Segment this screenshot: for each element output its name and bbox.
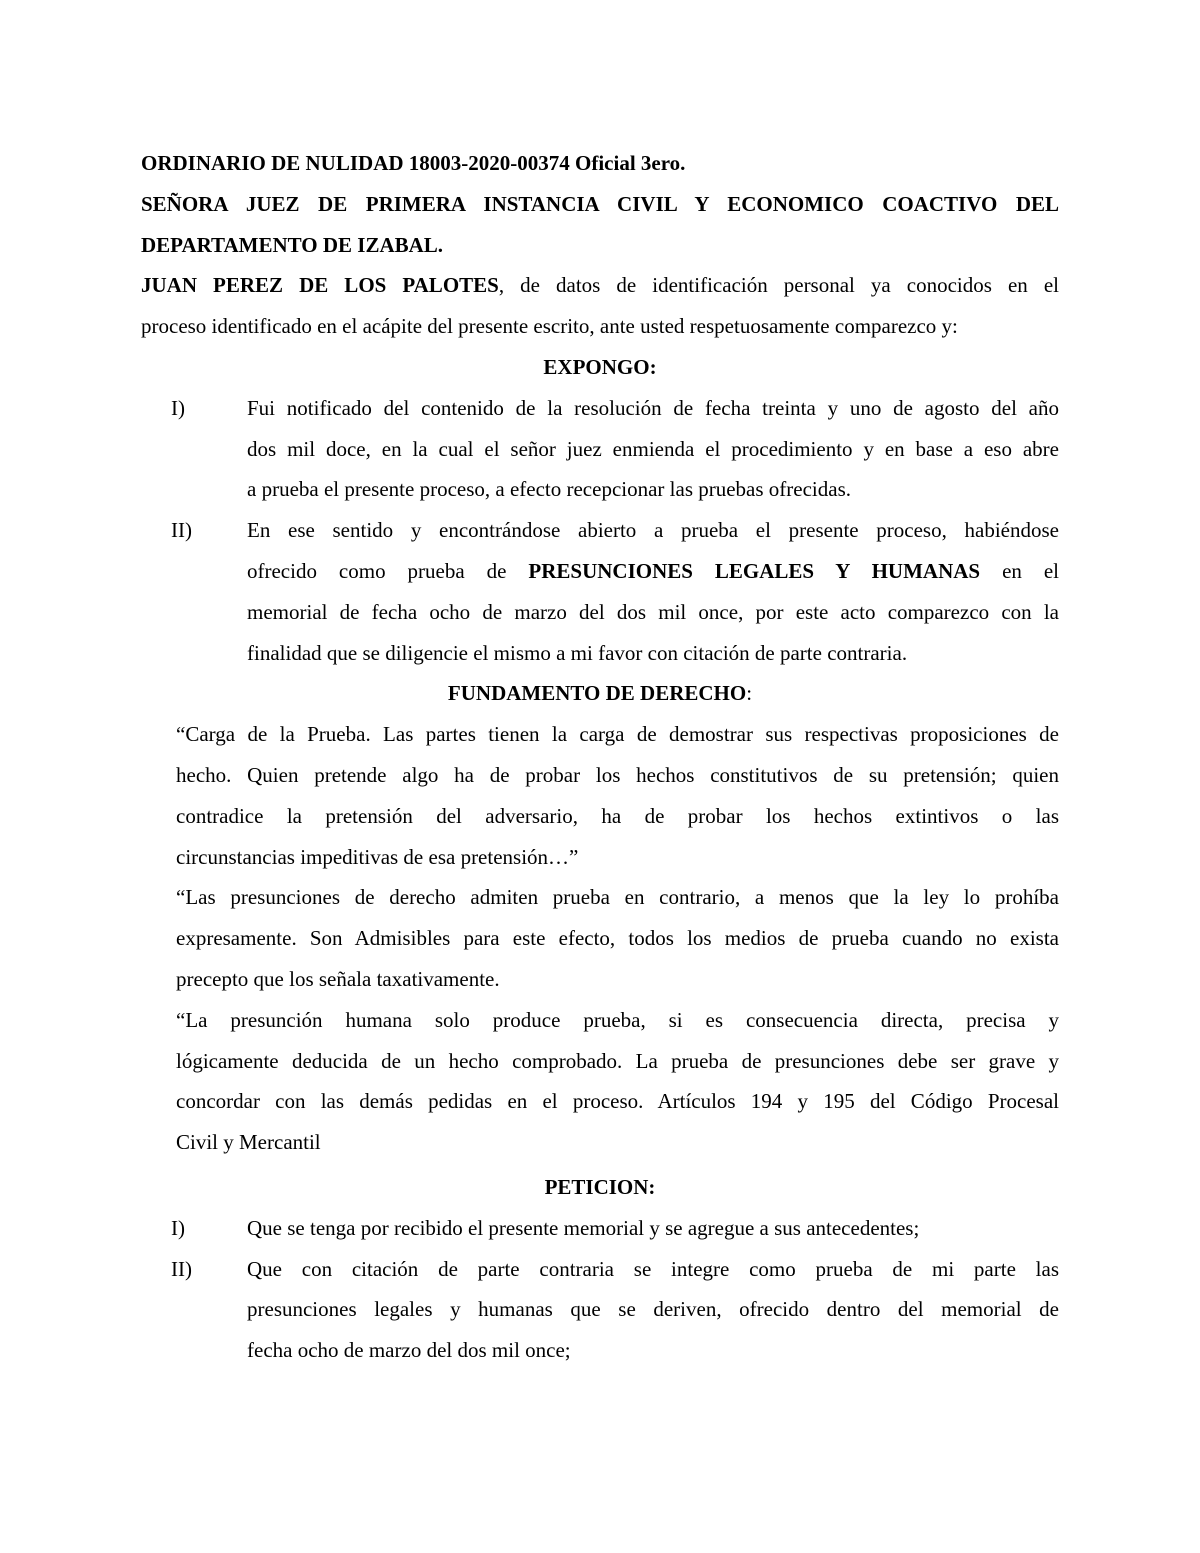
fundamento-heading-colon: : — [746, 681, 753, 706]
peticion-item-1-line-1: Que se tenga por recibido el presente memorial y se agregue a sus antecedentes; — [247, 1215, 920, 1240]
legal-quote-burden-of-proof — [176, 714, 1059, 877]
quote2-line-2: expresamente. Son Admisibles para este efecto, todos los medios de prueba cuando no exista — [176, 926, 1059, 951]
expongo-item-1-line-2: dos mil doce, en la cual el señor juez enmienda el procedimiento y en base a eso abre — [247, 436, 1059, 461]
quote1-line-1: “Carga de la Prueba. Las partes tienen la carga de demostrar sus respectivas proposiciones de — [176, 722, 1059, 747]
expongo-item-1-line-3: a prueba el presente proceso, a efecto recepcionar las pruebas ofrecidas. — [247, 477, 852, 502]
expongo-item-2-line-2 — [247, 551, 1059, 592]
peticion-item-2-line-2: presunciones legales y humanas que se deriven, ofrecido dentro del memorial de — [247, 1297, 1059, 1322]
expongo-item-2-line-2-post: en el — [980, 558, 1059, 583]
quote1-line-4: circunstancias impeditivas de esa pretensión…” — [176, 844, 579, 869]
peticion-item-2-line-3: fecha ocho de marzo del dos mil once; — [247, 1338, 571, 1363]
peticion-item-2 — [141, 1249, 1059, 1371]
intro-line-1 — [141, 265, 1059, 306]
list-number: I) — [171, 395, 185, 420]
quote2-line-1: “Las presunciones de derecho admiten prueba en contrario, a menos que la ley lo prohíba — [176, 885, 1059, 910]
case-reference: ORDINARIO DE NULIDAD 18003-2020-00374 Oficial 3ero. — [141, 151, 686, 175]
petitioner-name: JUAN PEREZ DE LOS PALOTES — [141, 273, 499, 298]
intro-line-2: proceso identificado en el acápite del presente escrito, ante usted respetuosamente comparezco y: — [141, 314, 958, 339]
quote1-line-2: hecho. Quien pretende algo ha de probar los hechos constitutivos de su pretensión; quien — [176, 762, 1059, 787]
expongo-item-1-line-1: Fui notificado del contenido de la resolución de fecha treinta y uno de agosto del año — [247, 395, 1059, 420]
legal-quote-presumptions-of-law — [176, 877, 1059, 999]
quote1-line-3: contradice la pretensión del adversario, ha de probar los hechos extintivos o las — [176, 803, 1059, 828]
fundamento-heading-text: FUNDAMENTO DE DERECHO — [447, 681, 747, 706]
quote3-line-4: Civil y Mercantil — [176, 1130, 321, 1155]
quote2-line-3: precepto que los señala taxativamente. — [176, 966, 500, 991]
list-number: II) — [171, 1256, 192, 1281]
peticion-heading: PETICION: — [544, 1174, 656, 1199]
expongo-item-2-line-3: memorial de fecha ocho de marzo del dos mil once, por este acto comparezco con la — [247, 599, 1059, 624]
legal-quote-human-presumption — [176, 1000, 1059, 1163]
peticion-item-2-line-1: Que con citación de parte contraria se integre como prueba de mi parte las — [247, 1256, 1059, 1281]
addressee-line-2: DEPARTAMENTO DE IZABAL. — [141, 232, 444, 257]
evidence-type-bold: PRESUNCIONES LEGALES Y HUMANAS — [528, 558, 981, 583]
expongo-item-1 — [141, 388, 1059, 510]
fundamento-heading — [141, 673, 1059, 714]
expongo-item-2-line-4: finalidad que se diligencie el mismo a mi favor con citación de parte contraria. — [247, 640, 908, 665]
addressee-line-1: SEÑORA JUEZ DE PRIMERA INSTANCIA CIVIL Y ECONOMICO COACTIVO DEL — [141, 191, 1059, 216]
expongo-item-2 — [141, 510, 1059, 673]
intro-line-1-rest: , de datos de identificación personal ya conocidos en el — [498, 273, 1060, 298]
expongo-item-2-line-1: En ese sentido y encontrándose abierto a prueba el presente proceso, habiéndose — [247, 518, 1059, 543]
expongo-item-2-line-2-pre: ofrecido como prueba de — [247, 558, 529, 583]
quote3-line-1: “La presunción humana solo produce prueba, si es consecuencia directa, precisa y — [176, 1007, 1059, 1032]
document-body — [141, 143, 1059, 1371]
expongo-heading: EXPONGO: — [543, 354, 657, 379]
quote3-line-3: concordar con las demás pedidas en el proceso. Artículos 194 y 195 del Código Procesal — [176, 1089, 1059, 1114]
quote3-line-2: lógicamente deducida de un hecho comprobado. La prueba de presunciones debe ser grave y — [176, 1048, 1059, 1073]
peticion-item-1 — [141, 1208, 1059, 1249]
list-number: II) — [171, 518, 192, 543]
list-number: I) — [171, 1215, 185, 1240]
